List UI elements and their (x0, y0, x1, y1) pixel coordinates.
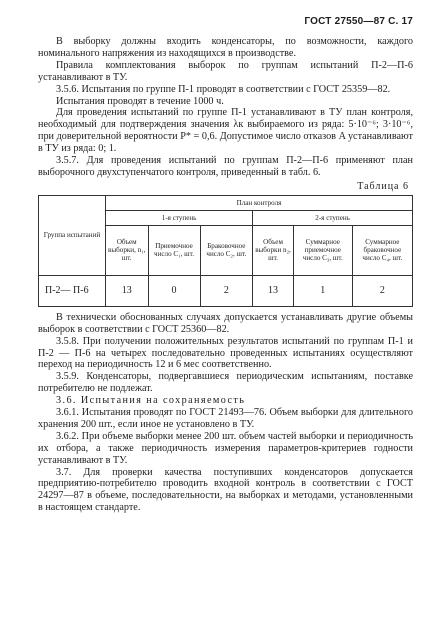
paragraph: 3.6.1. Испытания проводят по ГОСТ 21493—76. Объем выборки для длительного хранения 200 шт., если иное не установлено в ТУ. (38, 407, 413, 430)
paragraph: 3.5.8. При получении положительных результатов испытаний по группам П-1 и П-2 — П-6 на четырех последовательно проведенных испытаниях осуществляют переход на периодичность 12 и 6 мес соответственно. (38, 335, 413, 371)
column-header: Объем выборки n₂, шт. (253, 225, 294, 275)
paragraph: 3.5.9. Конденсаторы, подвергавшиеся периодическим испытаниям, поставке потребителю не подлежат. (38, 371, 413, 395)
paragraph: 3.7. Для проверки качества поступивших конденсаторов допускается предприятию-потребителю проводить входной контроль в соответствии с ГОСТ 24297—87 в объеме, последовательности, на выборках и методами, установленными в настоящем стандарте. (38, 466, 413, 514)
paragraphs-before-table (38, 36, 413, 179)
group-cell: П-2— П-6 (39, 275, 106, 306)
stage2-header: 2-я ступень (253, 210, 413, 225)
value-cell: 13 (106, 275, 149, 306)
column-header: Суммарное приемочное число C₃, шт. (293, 225, 352, 275)
value-cell: 2 (200, 275, 253, 306)
paragraph: 3.6. Испытания на сохраняемость (56, 395, 246, 407)
value-cell: 13 (253, 275, 294, 306)
paragraph: В выборку должны входить конденсаторы, по возможности, каждого номинального напряжения из находящихся в производстве. (38, 36, 413, 59)
plan-header: План контроля (106, 195, 413, 210)
group-header: Группа испытаний (39, 195, 106, 275)
document-body (38, 36, 413, 514)
column-header: Суммарное браковочное число C₄, шт. (352, 225, 412, 275)
column-header: Приемочное число C₁, шт. (148, 225, 200, 275)
paragraph: 3.5.7. Для проведения испытаний по группам П-2—П-6 применяют план выборочного двухступенчатого контроля, приведенный в табл. 6. (38, 155, 413, 178)
column-header: Объем выборки, n₁, шт. (106, 225, 149, 275)
stage1-header: 1-я ступень (106, 210, 253, 225)
value-cell: 2 (352, 275, 412, 306)
paragraph: Испытания проводят в течение 1000 ч. (56, 95, 224, 107)
table-caption: Таблица 6 (357, 180, 409, 192)
value-cell: 1 (293, 275, 352, 306)
control-plan-table (38, 195, 413, 307)
table-row (39, 275, 413, 306)
paragraph: 3.5.6. Испытания по группе П-1 проводят в соответствии с ГОСТ 25359—82. (56, 83, 391, 95)
paragraph: В технически обоснованных случаях допускается устанавливать другие объемы выборок в соответствии с ГОСТ 25360—82. (38, 311, 413, 335)
page-header: ГОСТ 27550—87 С. 17 (304, 16, 413, 27)
value-cell: 0 (148, 275, 200, 306)
paragraph: 3.6.2. При объеме выборки менее 200 шт. объем частей выборки и периодичность их отбора, а также периодичность измерения параметров-критериев годности устанавливают в ТУ. (38, 430, 413, 466)
paragraph: Правила комплектования выборок по группам испытаний П-2—П-6 устанавливают в ТУ. (38, 59, 413, 83)
paragraph: Для проведения испытаний по группе П-1 устанавливают в ТУ план контроля, необходимый для подтверждения значения λк выбираемого из ряда: 5·10⁻⁶; 3·10⁻⁶, при доверительной вероятности P* = 0,6. Допустимое число отказов A устанавливают в ТУ из ряда: 0; 1. (38, 107, 413, 155)
paragraphs-after-table (38, 312, 413, 514)
column-header: Браковочное число C₂, шт. (200, 225, 253, 275)
